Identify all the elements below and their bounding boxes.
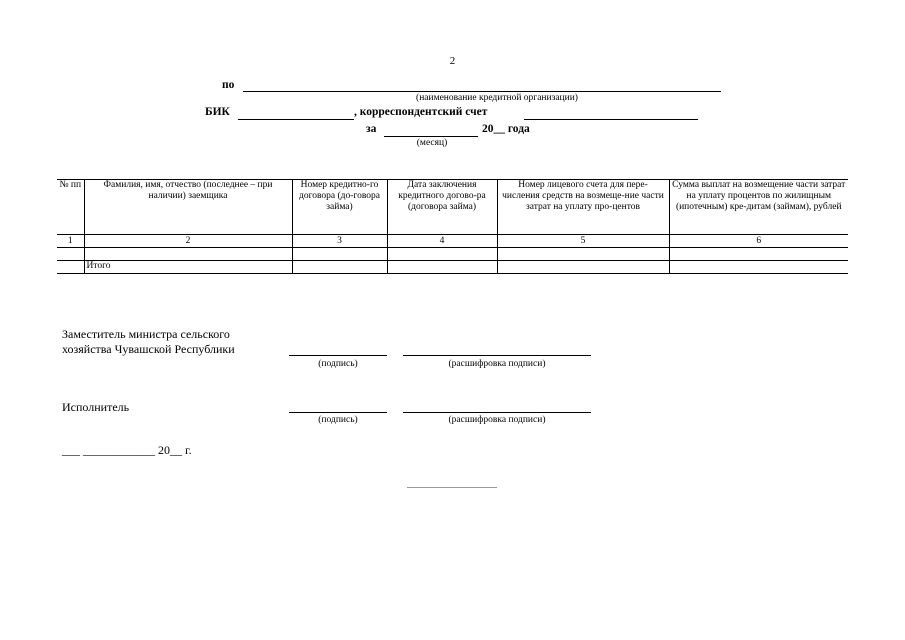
table-cell (57, 248, 84, 261)
po-label: по (222, 79, 235, 91)
executor-sign-caption: (подпись) (318, 415, 358, 425)
month-line (384, 125, 478, 137)
table-cell (292, 248, 387, 261)
column-number: 2 (84, 235, 292, 248)
table-cell (292, 261, 387, 274)
table-cell (497, 261, 669, 274)
executor-decode-line (403, 412, 591, 413)
deputy-sign-caption: (подпись) (318, 359, 358, 369)
table-cell (669, 248, 848, 261)
table-row (57, 248, 848, 261)
corr-label: , корреспондентский счет (354, 106, 488, 118)
bik-line (238, 108, 354, 120)
column-number: 4 (387, 235, 497, 248)
deputy-decode-caption: (расшифровка подписи) (448, 359, 546, 369)
page-number: 2 (449, 55, 456, 67)
corr-line (524, 108, 698, 120)
header-fio: Фамилия, имя, отчество (последнее – при наличии) заемщика (84, 180, 292, 235)
header-payment-sum: Сумма выплат на возмещение части затрат на уплату процентов по жилищным (ипотечным) кре-дитам (займам), рублей (669, 180, 848, 235)
year-label: 20__ года (482, 123, 530, 135)
header-contract-date: Дата заключения кредитного догово-ра (договора займа) (387, 180, 497, 235)
header-number: № пп (57, 180, 84, 235)
column-number: 3 (292, 235, 387, 248)
date-line: ___ ____________ 20__ г. (62, 443, 192, 457)
executor-signature-line (289, 412, 387, 413)
header-contract-number: Номер кредитно-го договора (до-говора займа) (292, 180, 387, 235)
deputy-decode-line (403, 355, 591, 356)
end-divider (407, 487, 497, 488)
total-label: Итого (84, 261, 292, 274)
deputy-signature-line (289, 355, 387, 356)
deputy-title-line2: хозяйства Чувашской Республики (62, 342, 235, 356)
za-label: за (366, 123, 377, 135)
column-number: 6 (669, 235, 848, 248)
column-number: 1 (57, 235, 84, 248)
column-number: 5 (497, 235, 669, 248)
bik-label: БИК (205, 106, 230, 118)
executor-decode-caption: (расшифровка подписи) (448, 415, 546, 425)
table-cell (497, 248, 669, 261)
payments-table (57, 179, 848, 274)
table-cell (387, 261, 497, 274)
month-caption: (месяц) (416, 138, 448, 148)
table-cell (84, 248, 292, 261)
org-name-line (243, 80, 721, 92)
table-cell (57, 261, 84, 274)
table-row (57, 235, 848, 248)
deputy-title-line1: Заместитель министра сельского (62, 327, 230, 341)
org-caption: (наименование кредитной организации) (416, 93, 578, 103)
executor-label: Исполнитель (62, 400, 130, 414)
table-cell (669, 261, 848, 274)
table-cell (387, 248, 497, 261)
total-row (57, 261, 848, 274)
header-account-number: Номер лицевого счета для пере-числения средств на возмеще-ние части затрат на уплату про-центов (497, 180, 669, 235)
